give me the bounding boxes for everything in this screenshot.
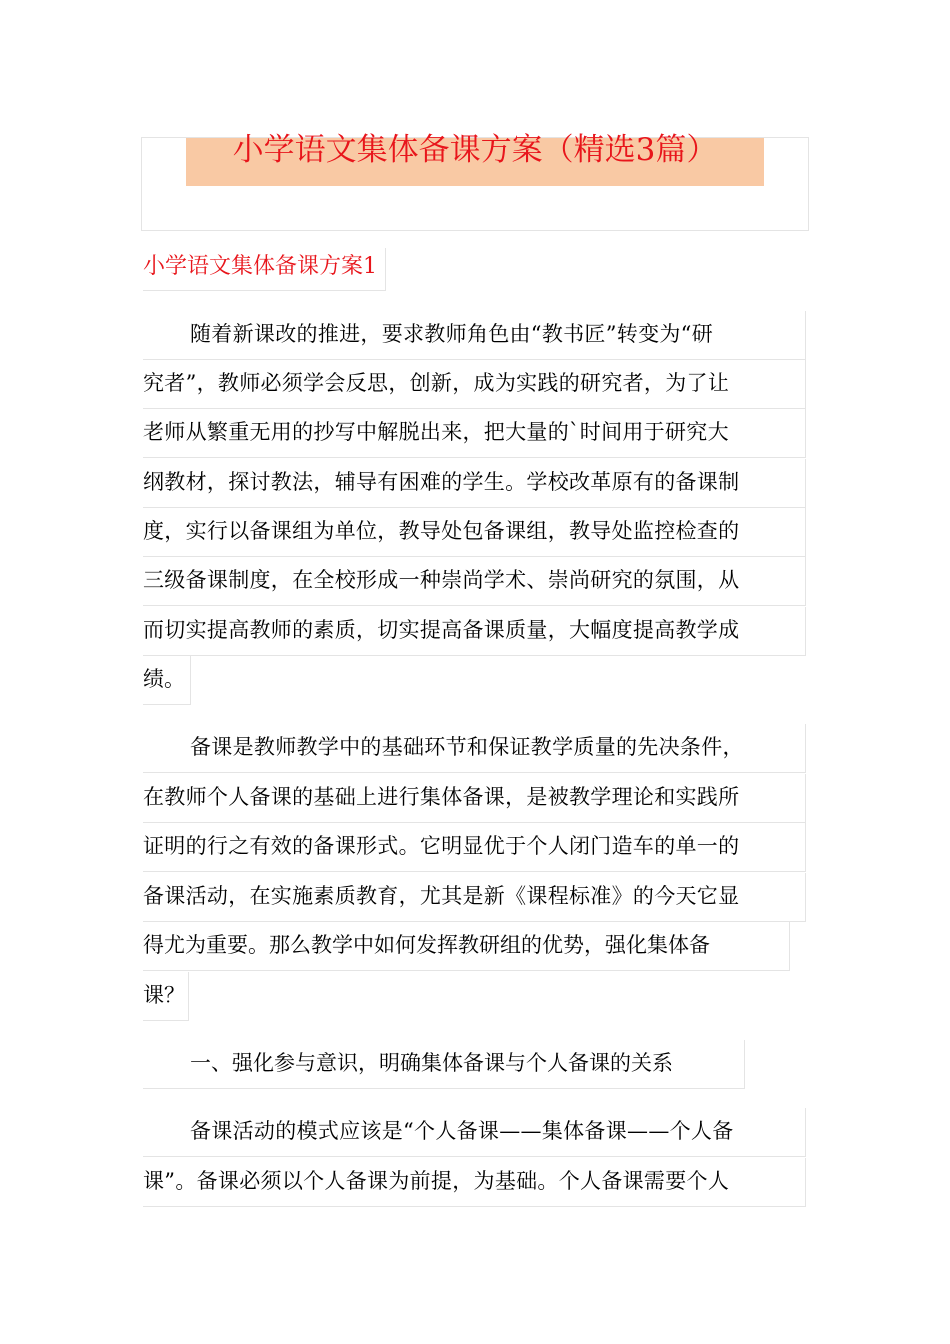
paragraph-line: 随着新课改的推进，要求教师角色由“教书匠”转变为“研	[143, 311, 806, 360]
paragraph-line: 老师从繁重无用的抄写中解脱出来，把大量的`时间用于研究大	[143, 409, 806, 458]
paragraph-line: 度，实行以备课组为单位，教导处包备课组，教导处监控检查的	[143, 508, 806, 557]
paragraph-line: 在教师个人备课的基础上进行集体备课，是被教学理论和实践所	[143, 774, 806, 823]
paragraph-line: 课”。备课必须以个人备课为前提，为基础。个人备课需要个人	[143, 1158, 806, 1207]
paragraph-line: 绩。	[143, 656, 191, 705]
paragraph-line: 备课是教师教学中的基础环节和保证教学质量的先决条件，	[143, 724, 806, 773]
section-heading: 小学语文集体备课方案1	[143, 248, 386, 291]
paragraph-line: 得尤为重要。那么教学中如何发挥教研组的优势，强化集体备	[143, 922, 790, 971]
subsection-heading: 一、强化参与意识，明确集体备课与个人备课的关系	[143, 1040, 745, 1089]
paragraph-line: 备课活动，在实施素质教育，尤其是新《课程标准》的今天它显	[143, 873, 806, 922]
paragraph-line: 备课活动的模式应该是“个人备课——集体备课——个人备	[143, 1108, 806, 1157]
paragraph-line: 究者”，教师必须学会反思，创新，成为实践的研究者，为了让	[143, 360, 806, 409]
paragraph-line: 课？	[143, 972, 189, 1021]
paragraph-line: 证明的行之有效的备课形式。它明显优于个人闭门造车的单一的	[143, 823, 806, 872]
paragraph-line: 而切实提高教师的素质，切实提高备课质量，大幅度提高教学成	[143, 607, 806, 656]
paragraph-line: 三级备课制度，在全校形成一种崇尚学术、崇尚研究的氛围，从	[143, 557, 806, 606]
document-title: 小学语文集体备课方案（精选3篇）	[232, 132, 718, 168]
paragraph-line: 纲教材，探讨教法，辅导有困难的学生。学校改革原有的备课制	[143, 459, 806, 508]
